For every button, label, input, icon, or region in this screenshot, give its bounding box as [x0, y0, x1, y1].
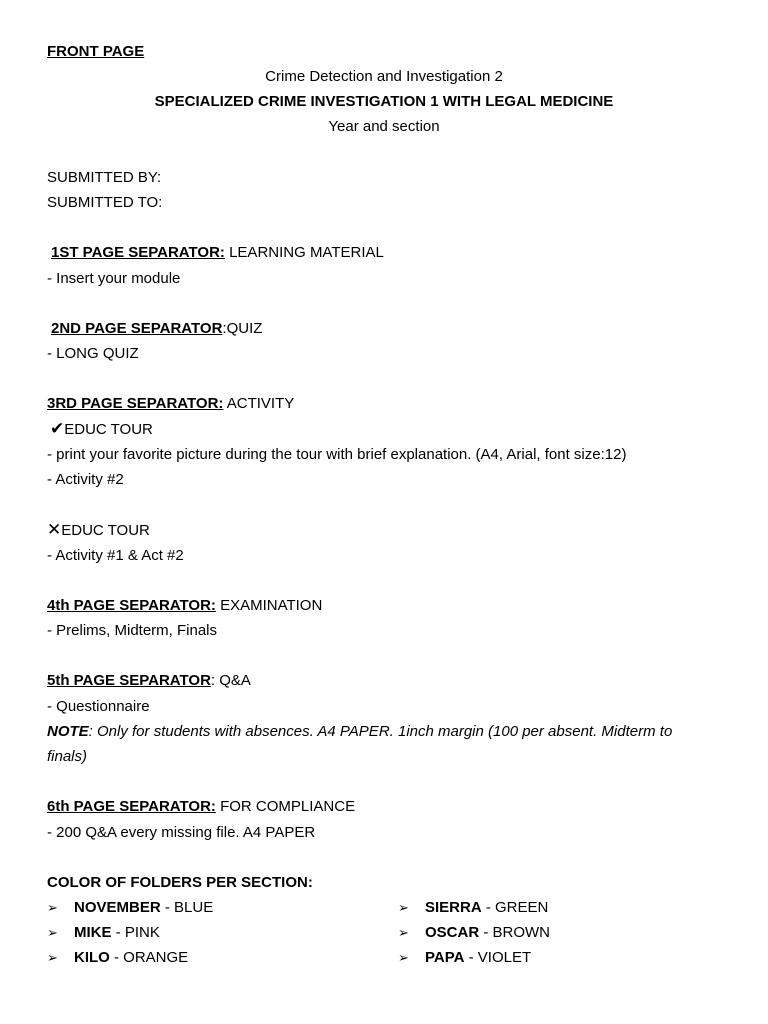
arrow-bullet-icon: ➢: [398, 950, 409, 965]
separator-4-label: 4th PAGE SEPARATOR:: [47, 597, 216, 614]
separator-3-label: 3RD PAGE SEPARATOR:: [47, 395, 224, 412]
list-item: [47, 924, 160, 942]
separator-6-value: FOR COMPLIANCE: [215, 798, 356, 815]
separator-5-value: : Q&A: [210, 672, 251, 689]
submitted-by: SUBMITTED BY:: [47, 169, 162, 186]
cross-icon: ✕: [47, 520, 62, 539]
separator-4-detail: - Prelims, Midterm, Finals: [47, 622, 218, 639]
list-item: [398, 924, 550, 942]
section-name: KILO: [74, 949, 110, 966]
section-name: OSCAR: [425, 924, 480, 941]
section-name: NOVEMBER: [74, 899, 161, 916]
submitted-to: SUBMITTED TO:: [47, 194, 163, 211]
separator-4-value: EXAMINATION: [215, 597, 323, 614]
with-tour-detail: - print your favorite picture during the tour with brief explanation. (A4, Arial, font size:12): [47, 446, 627, 463]
with-tour-line: [50, 420, 153, 439]
check-icon: ✔: [50, 419, 65, 438]
arrow-bullet-icon: ➢: [398, 900, 409, 915]
separator-6-label: 6th PAGE SEPARATOR:: [47, 798, 216, 815]
separator-6: [47, 798, 355, 816]
separator-2-value: :QUIZ: [222, 320, 263, 337]
section-name: PAPA: [425, 949, 465, 966]
arrow-bullet-icon: ➢: [47, 950, 58, 965]
section-color: - GREEN: [481, 899, 549, 916]
separator-1: [51, 244, 384, 262]
separator-5-label: 5th PAGE SEPARATOR: [47, 672, 211, 689]
separator-6-detail: - 200 Q&A every missing file. A4 PAPER: [47, 824, 316, 841]
note-text-1: : Only for students with absences. A4 PAPER. 1inch margin (100 per absent. Midterm to: [88, 723, 673, 740]
separator-1-detail: - Insert your module: [47, 270, 181, 287]
note-label: NOTE: [47, 723, 89, 740]
subject-title: Crime Detection and Investigation 2: [265, 68, 503, 85]
without-tour-line: [47, 521, 150, 540]
with-tour-activity: - Activity #2: [47, 471, 124, 488]
separator-1-value: LEARNING MATERIAL: [224, 244, 384, 261]
separator-2: [51, 320, 262, 338]
section-color: - ORANGE: [109, 949, 189, 966]
arrow-bullet-icon: ➢: [47, 925, 58, 940]
section-name: MIKE: [74, 924, 112, 941]
year-section: Year and section: [328, 118, 440, 135]
separator-3-value: ACTIVITY: [223, 395, 295, 412]
section-color: - BROWN: [479, 924, 550, 941]
front-page-heading: FRONT PAGE: [47, 43, 145, 60]
arrow-bullet-icon: ➢: [47, 900, 58, 915]
list-item: [398, 949, 531, 967]
course-title: SPECIALIZED CRIME INVESTIGATION 1 WITH LEGAL MEDICINE: [154, 93, 614, 110]
folders-heading: COLOR OF FOLDERS PER SECTION:: [47, 874, 313, 891]
list-item: [47, 949, 188, 967]
separator-5-detail: - Questionnaire: [47, 698, 150, 715]
separator-3: [47, 395, 294, 413]
without-tour-label: EDUC TOUR: [61, 522, 150, 539]
section-color: - BLUE: [160, 899, 214, 916]
with-tour-label: EDUC TOUR: [64, 421, 153, 438]
section-color: - VIOLET: [464, 949, 532, 966]
note-line-1: [47, 723, 672, 741]
separator-2-label: 2ND PAGE SEPARATOR: [51, 320, 223, 337]
arrow-bullet-icon: ➢: [398, 925, 409, 940]
separator-1-label: 1ST PAGE SEPARATOR:: [51, 244, 225, 261]
separator-2-detail: - LONG QUIZ: [47, 345, 139, 362]
note-line-2: finals): [47, 748, 88, 765]
list-item: [47, 899, 213, 917]
list-item: [398, 899, 548, 917]
section-name: SIERRA: [425, 899, 482, 916]
separator-5: [47, 672, 251, 690]
separator-4: [47, 597, 322, 615]
section-color: - PINK: [111, 924, 160, 941]
without-tour-activity: - Activity #1 & Act #2: [47, 547, 184, 564]
